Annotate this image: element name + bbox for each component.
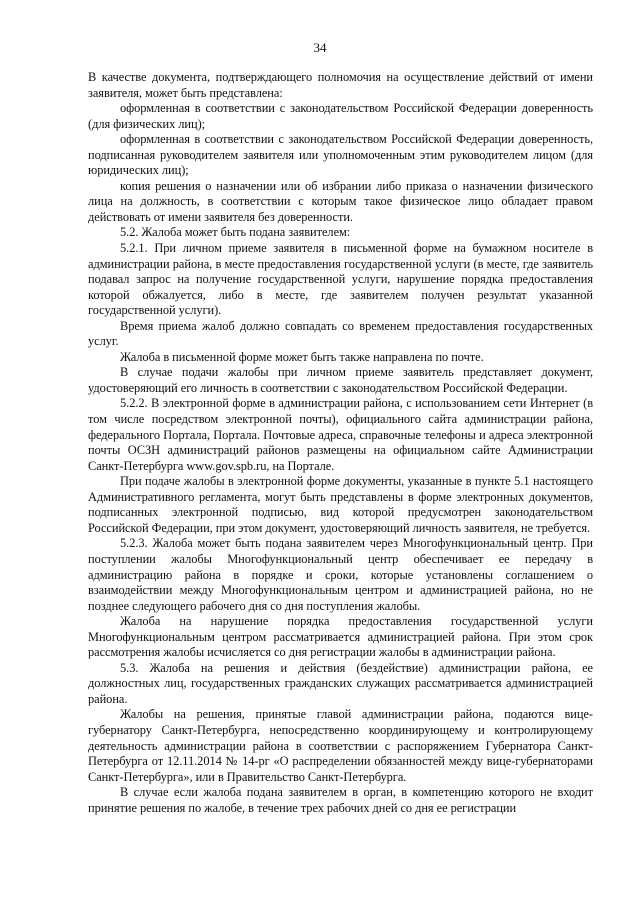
- paragraph-head-decisions-complaints: Жалобы на решения, принятые главой администрации района, подаются вице-губернатору Санкт-Петербурга, непосредственно координирующему и контролирующему деятельность администрации района в соответствии с распоряжением Губернатора Санкт-Петербурга от 12.11.2014 № 14-рг «О распределении обязанностей между вице-губернаторами Санкт-Петербурга», или в Правительство Санкт-Петербурга.: [88, 707, 593, 784]
- paragraph-reception-time: Время приема жалоб должно совпадать со временем предоставления государственных услуг.: [88, 318, 593, 349]
- paragraph-5-2-3-mfc: 5.2.3. Жалоба может быть подана заявителем через Многофункциональный центр. При поступлении жалобы Многофункциональный центр обеспечивает ее передачу в администрацию района в порядке и сроки, которые установлены соглашением о взаимодействии между Многофункциональным центром и администрацией района, но не позднее следующего рабочего дня со дня поступления жалобы.: [88, 536, 593, 613]
- paragraph-mfc-violation-complaint: Жалоба на нарушение порядка предоставления государственной услуги Многофункциональным центром рассматривается администрацией района. При этом срок рассмотрения жалобы исчисляется со дня регистрации жалобы в администрации района.: [88, 614, 593, 660]
- paragraph-authority-documents: В качестве документа, подтверждающего полномочия на осуществление действий от имени заявителя, может быть представлена:: [88, 70, 593, 100]
- paragraph-5-3-district-administration: 5.3. Жалоба на решения и действия (бездействие) администрации района, ее должностных лиц, государственных гражданских служащих рассматривается администрацией района.: [88, 660, 593, 706]
- paragraph-power-of-attorney-individuals: оформленная в соответствии с законодательством Российской Федерации доверенность (для физических лиц);: [88, 101, 593, 131]
- paragraph-identity-document: В случае подачи жалобы при личном приеме заявитель представляет документ, удостоверяющий его личность в соответствии с законодательством Российской Федерации.: [88, 365, 593, 395]
- paragraph-electronic-documents: При подаче жалобы в электронной форме документы, указанные в пункте 5.1 настоящего Административного регламента, могут быть представлены в форме электронных документов, подписанных электронной подписью, вид которой предусмотрен законодательством Российской Федерации, при этом документ, удостоверяющий личность заявителя, не требуется.: [88, 474, 593, 535]
- paragraph-5-2-2-electronic-form: 5.2.2. В электронной форме в администрации района, с использованием сети Интернет (в том числе посредством электронной почты), официального сайта администрации района, федерального Портала, Портала. Почтовые адреса, справочные телефоны и адреса электронной почты ОСЗН администраций районов размещены на официальном сайте Администрации Санкт-Петербурга www.gov.spb.ru, на Портале.: [88, 396, 593, 473]
- document-body: [88, 70, 593, 816]
- paragraph-wrong-authority: В случае если жалоба подана заявителем в орган, в компетенцию которого не входит принятие решения по жалобе, в течение трех рабочих дней со дня ее регистрации: [88, 785, 593, 815]
- paragraph-postal-submission: Жалоба в письменной форме может быть также направлена по почте.: [120, 349, 484, 364]
- paragraph-appointment-order-copy: копия решения о назначении или об избрании либо приказа о назначении физического лица на должность, в соответствии с которым такое физическое лицо обладает правом действовать от имени заявителя без доверенности.: [88, 178, 593, 224]
- paragraph-power-of-attorney-legal-entities: оформленная в соответствии с законодательством Российской Федерации доверенность, подписанная руководителем заявителя или уполномоченным этим руководителем лицом (для юридических лиц);: [88, 132, 593, 178]
- page-number: 34: [313, 40, 327, 55]
- paragraph-5-2-heading: 5.2. Жалоба может быть подана заявителем:: [120, 225, 351, 240]
- paragraph-5-2-1-personal-reception: 5.2.1. При личном приеме заявителя в письменной форме на бумажном носителе в администрации района, в месте предоставления государственной услуги (в месте, где заявитель подавал запрос на получение государственной услуги, нарушение порядка предоставления которой обжалуется, либо в месте, где заявителем получен результат указанной государственной услуги).: [88, 241, 593, 318]
